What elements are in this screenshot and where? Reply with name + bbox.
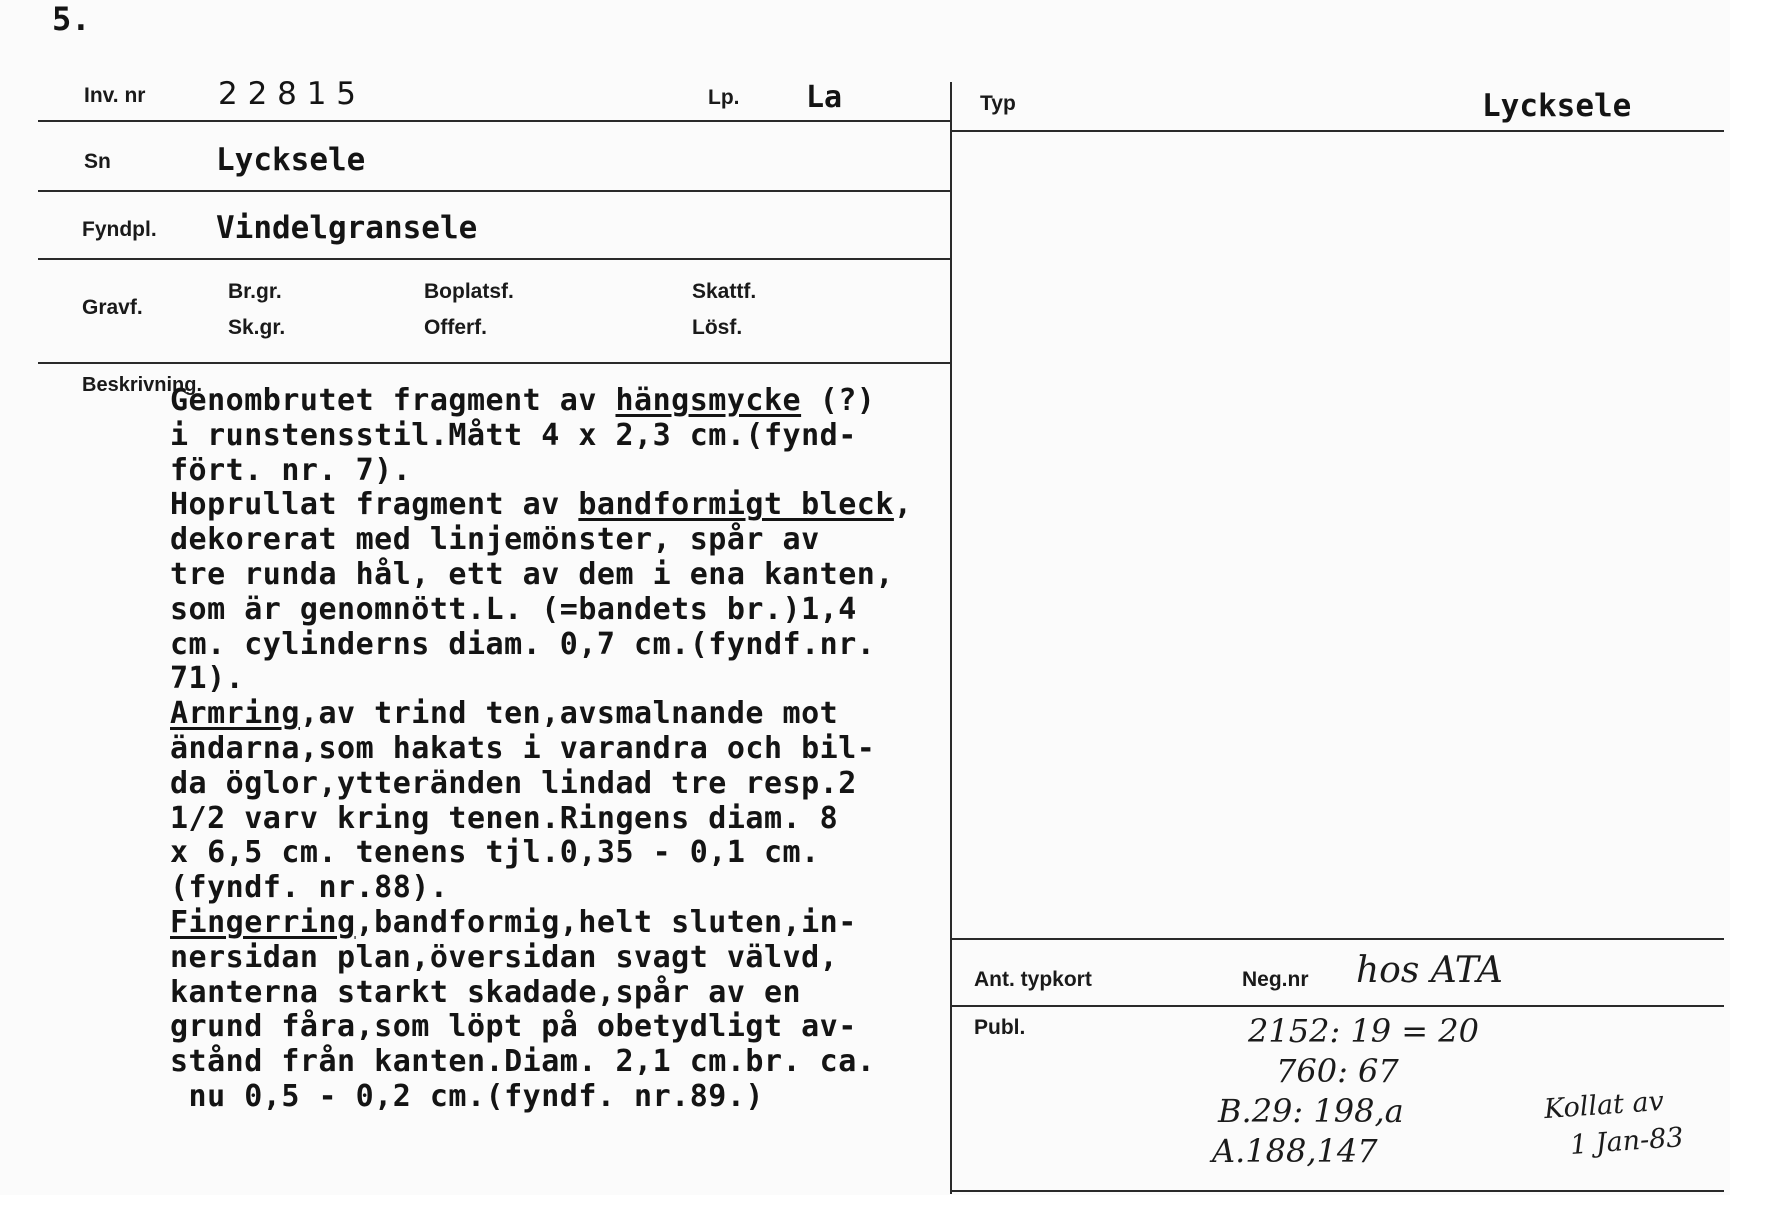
description-segment: ,av trind ten,avsmalnande mot: [299, 696, 839, 732]
lp-label: Lp.: [708, 86, 740, 109]
rule-ant: [952, 938, 1724, 940]
fyndpl-value: Vindelgransele: [216, 210, 478, 246]
description-line: [170, 871, 912, 906]
description-segment: ,bandformig,helt sluten,in-: [355, 904, 857, 940]
underlined-term: bandformigt bleck: [578, 487, 894, 523]
lp-value: La: [806, 80, 843, 115]
description-segment: som är genomnött.L. (=bandets br.)1,4: [170, 591, 857, 627]
typ-label: Typ: [980, 92, 1016, 115]
description-line: [170, 1045, 912, 1080]
description-line: [170, 488, 912, 523]
rule-row4: [38, 362, 950, 364]
sn-label: Sn: [84, 150, 111, 173]
rule-publ: [952, 1005, 1724, 1007]
underlined-term: Armring: [170, 696, 300, 732]
description-segment: x 6,5 cm. tenens tjl.0,35 - 0,1 cm.: [170, 835, 820, 871]
description-line: [170, 628, 912, 663]
publication-3: B.29: 198,a: [1218, 1092, 1404, 1130]
publication-2: 760: 67: [1276, 1052, 1399, 1090]
description-segment: ändarna,som hakats i varandra och bil-: [170, 730, 876, 766]
description-segment: Hoprullat fragment av: [170, 487, 579, 523]
description-segment: kanterna starkt skadade,spår av en: [170, 974, 802, 1010]
beskrivning-label: Beskrivning.: [82, 374, 203, 396]
description-segment: stånd från kanten.Diam. 2,1 cm.br. ca.: [170, 1044, 876, 1080]
description-segment: 1/2 varv kring tenen.Ringens diam. 8: [170, 800, 839, 836]
description-segment: 71).: [170, 661, 245, 697]
inv-nr-value: 2 2 8 1 5: [218, 76, 357, 112]
description-line: [170, 454, 912, 489]
description-line: [170, 802, 912, 837]
neg-nr-value: hos ATA: [1356, 950, 1503, 991]
description-line: [170, 767, 912, 802]
description-segment: nersidan plan,översidan svagt välvd,: [170, 939, 839, 975]
description-segment: fört. nr. 7).: [170, 452, 412, 488]
description-segment: grund fåra,som löpt på obetydligt av-: [170, 1009, 857, 1045]
fyndpl-label: Fyndpl.: [82, 218, 157, 241]
neg-nr-label: Neg.nr: [1242, 968, 1309, 991]
column-divider: [950, 82, 952, 1194]
typ-value: Lycksele: [1482, 88, 1632, 124]
description-line: [170, 419, 912, 454]
rule-row3: [38, 258, 950, 260]
description-line: [170, 593, 912, 628]
br-gr-label: Br.gr.: [228, 280, 282, 303]
publication-1: 2152: 19 = 20: [1248, 1012, 1479, 1050]
sk-gr-label: Sk.gr.: [228, 316, 286, 339]
gravf-label: Gravf.: [82, 296, 143, 319]
description-line: [170, 662, 912, 697]
boplatsf-label: Boplatsf.: [424, 280, 514, 303]
description-segment: ,: [893, 487, 913, 523]
description-line: [170, 523, 912, 558]
description-line: [170, 1080, 912, 1115]
card-number: 5.: [52, 0, 91, 38]
description-line: [170, 1010, 912, 1045]
losf-label: Lösf.: [692, 316, 743, 339]
annotation-line-1: Kollat av: [1543, 1085, 1665, 1126]
description-line: [170, 558, 912, 593]
description-segment: (fyndf. nr.88).: [170, 870, 449, 906]
description-segment: i runstensstil.Mått 4 x 2,3 cm.(fynd-: [170, 417, 857, 453]
description-segment: Genombrutet fragment av: [170, 383, 616, 418]
annotation-line-2: 1 Jan-83: [1569, 1122, 1685, 1161]
description-segment: da öglor,ytteränden lindad tre resp.2: [170, 765, 857, 801]
sn-value: Lycksele: [216, 142, 366, 178]
offerf-label: Offerf.: [424, 316, 487, 339]
publ-label: Publ.: [974, 1016, 1026, 1039]
description-segment: nu 0,5 - 0,2 cm.(fyndf. nr.89.): [170, 1078, 764, 1114]
rule-typ: [952, 130, 1724, 132]
description-segment: cm. cylinderns diam. 0,7 cm.(fyndf.nr.: [170, 626, 876, 662]
inv-nr-label: Inv. nr: [84, 84, 146, 107]
description-line: [170, 697, 912, 732]
description-line: [170, 732, 912, 767]
rule-row2: [38, 190, 950, 192]
scan-margin-bottom: [0, 1195, 1782, 1231]
underlined-term: hängsmycke: [615, 383, 802, 418]
description-text: [170, 384, 912, 1115]
description-line: [170, 941, 912, 976]
rule-bottom: [952, 1190, 1724, 1192]
skattf-label: Skattf.: [692, 280, 757, 303]
description-segment: dekorerat med linjemönster, spår av: [170, 522, 820, 558]
publication-4: A.188,147: [1212, 1132, 1378, 1170]
description-segment: (?): [801, 383, 876, 418]
rule-row1: [38, 120, 950, 122]
description-line: [170, 976, 912, 1011]
description-segment: tre runda hål, ett av dem i ena kanten,: [170, 556, 894, 592]
description-line: [170, 906, 912, 941]
scan-margin-right: [1730, 0, 1782, 1231]
description-line: [170, 384, 912, 419]
description-line: [170, 836, 912, 871]
underlined-term: Fingerring: [170, 904, 356, 940]
ant-typkort-label: Ant. typkort: [974, 968, 1092, 991]
